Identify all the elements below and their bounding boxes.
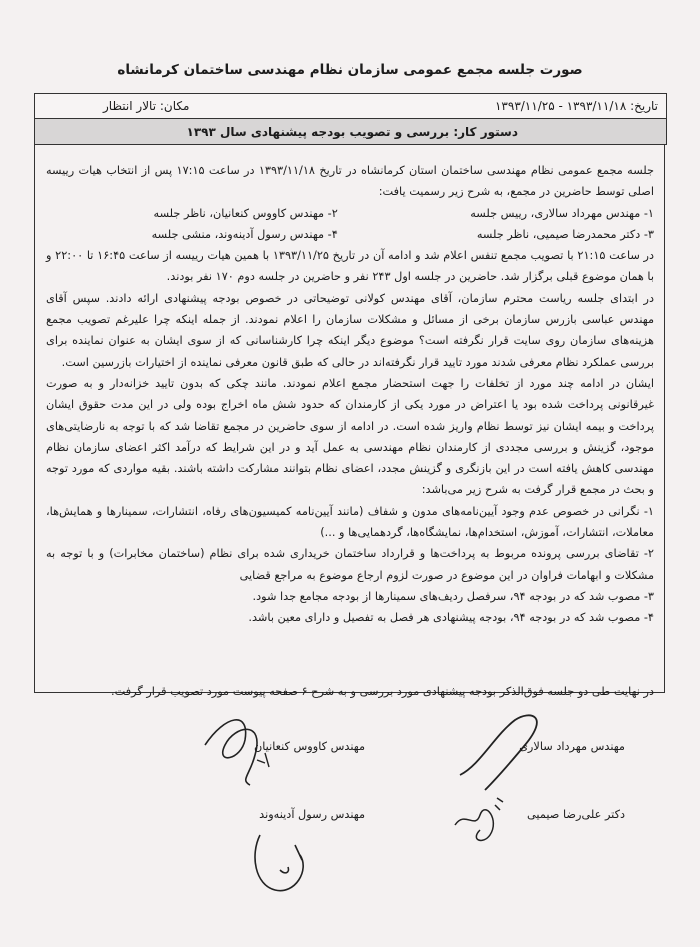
meeting-place: مکان: تالار انتظار: [103, 99, 190, 113]
intro-paragraph: جلسه مجمع عمومی نظام مهندسی ساختمان استان کرمانشاه در تاریخ ۱۳۹۳/۱۱/۱۸ در ساعت ۱۷:۱۵ پس از انتخاب هیات رییسه اصلی توسط حاضرین در مجمع، به شرح زیر رسمیت یافت:: [46, 164, 655, 199]
board-row-1: [46, 203, 654, 224]
document-title: صورت جلسه مجمع عمومی سازمان نظام مهندسی ساختمان کرمانشاه: [117, 62, 583, 78]
closing-paragraph: در نهایت طی دو جلسه فوق‌الذکر بودجه پیشنهادی مورد بررسی و به شرح ۶ صفحه پیوست مورد تصویب قرار گرفت.: [111, 685, 654, 699]
resolutions-list: [46, 501, 654, 629]
board-member-3: ۳- دکتر محمدرضا صیمیی، ناظر جلسه: [476, 227, 654, 241]
date-place-row: [35, 94, 666, 119]
signature-name-4: مهندس رسول آدینه‌وند: [259, 808, 365, 821]
resolution-item-3: ۳- مصوب شد که در بودجه ۹۴، سرفصل ردیف‌های سمینارها از بودجه مجامع جدا شود.: [252, 589, 654, 603]
header-table: [34, 93, 667, 145]
handwritten-signature-3: [445, 790, 515, 850]
signature-name-2: مهندس کاووس کنعانیان: [253, 740, 365, 753]
resolution-item-2: ۲- تقاضای بررسی پرونده مربوط به پرداخت‌ها و قرارداد ساختمان خریداری شده برای نظام (ساختمان مخابرات) و با توجه به مشکلات و ابهامات فراوان در این موضوع در صورت لزوم ارجاع موضوع به مراجع قضایی: [46, 547, 654, 582]
resolution-item-1: ۱- نگرانی در خصوص عدم وجود آیین‌نامه‌های مدون و شفاف (مانند آیین‌نامه کمیسیون‌های رفاه، انتشارات، سمینارها و همایش‌ها، معاملات، انتشارات، آموزش، استخدام‌ها، نمایشگاه‌ها، گردهمایی‌ها و ...): [46, 504, 654, 540]
meeting-date: تاریخ: ۱۳۹۳/۱۱/۱۸ - ۱۳۹۳/۱۱/۲۵: [494, 99, 658, 113]
board-member-2: ۲- مهندس کاووس کنعانیان، ناظر جلسه: [153, 206, 338, 220]
agenda-row: [35, 119, 666, 144]
handwritten-signature-2: [455, 705, 555, 795]
resolution-item-4: ۴- مصوب شد که در بودجه ۹۴، بودجه پیشنهادی هر فصل به تفصیل و دارای معین باشد.: [248, 611, 654, 625]
president-paragraph: در ابتدای جلسه ریاست محترم سازمان، آقای مهندس کولانی توضیحاتی در خصوص بودجه پیشنهادی ارائه دادند. سپس آقای مهندس عباسی بازرس سازمان برخی از مسائل و مشکلات سازمان را اعلام نمودند. از جمله اینکه چرا علیرغم تصویب مجمع هزینه‌های سازمان روی سایت قرار نگرفته است؟ موضوع دیگر اینکه چرا کارشناسانی که از سوی ایشان به عنوان نماینده برای بررسی عملکرد نظام معرفی شدند مورد تایید قرار نگرفته‌اند در حالی که طبق قانون معرفی نماینده از اختیارات بازرسین است.: [46, 291, 654, 369]
agenda-text: دستور کار: بررسی و تصویب بودجه پیشنهادی سال ۱۳۹۳: [186, 124, 518, 139]
minutes-content: [46, 160, 654, 629]
board-member-1: ۱- مهندس مهرداد سالاری، رییس جلسه: [470, 206, 654, 220]
handwritten-signature-4: [240, 815, 330, 900]
session-paragraph: در ساعت ۲۱:۱۵ با تصویب مجمع تنفس اعلام شد و ادامه آن در تاریخ ۱۳۹۳/۱۱/۲۵ با همین هیات رییسه از ساعت ۱۶:۴۵ تا ۲۲:۰۰ و با همان موضوع قبلی برگزار شد. حاضرین در جلسه اول ۲۴۳ نفر و حاضرین در جلسه دوم ۱۷۰ نفر بودند.: [46, 249, 655, 284]
violations-paragraph: ایشان در ادامه چند مورد از تخلفات را جهت استحضار مجمع اعلام نمودند. مانند چکی که بدون تایید خزانه‌دار و به صورت غیرقانونی پرداخت شده بود یا اعتراض در مورد یکی از کارمندان که حدود شش ماه اخراج بوده ولی در این مدت حقوق ایشان پرداخت و بیمه ایشان نیز توسط نظام واریز شده است. در ادامه از سوی حاضرین در مجمع تقاضا شد که با توجه به نارضایتی‌های موجود، گزینش و بررسی مجددی از کارمندان نظام مهندسی به عمل آید و در این شرایط که درآمد اکثر اعضای سازمان نظام مهندسی کاهش یافته است در این بازنگری و گزینش مجدد، اعضای نظام بتوانند مشارکت داشته باشند. بقیه مواردی که مورد توجه و بحث در مجمع قرار گرفت به شرح زیر می‌باشد:: [46, 376, 654, 497]
signature-name-3: دکتر علی‌رضا صیمیی: [527, 808, 625, 821]
handwritten-signature-1: [195, 705, 285, 790]
signature-name-1: مهندس مهرداد سالاری: [519, 740, 625, 753]
board-row-2: [46, 224, 654, 245]
board-member-4: ۴- مهندس رسول آدینه‌وند، منشی جلسه: [151, 227, 338, 241]
